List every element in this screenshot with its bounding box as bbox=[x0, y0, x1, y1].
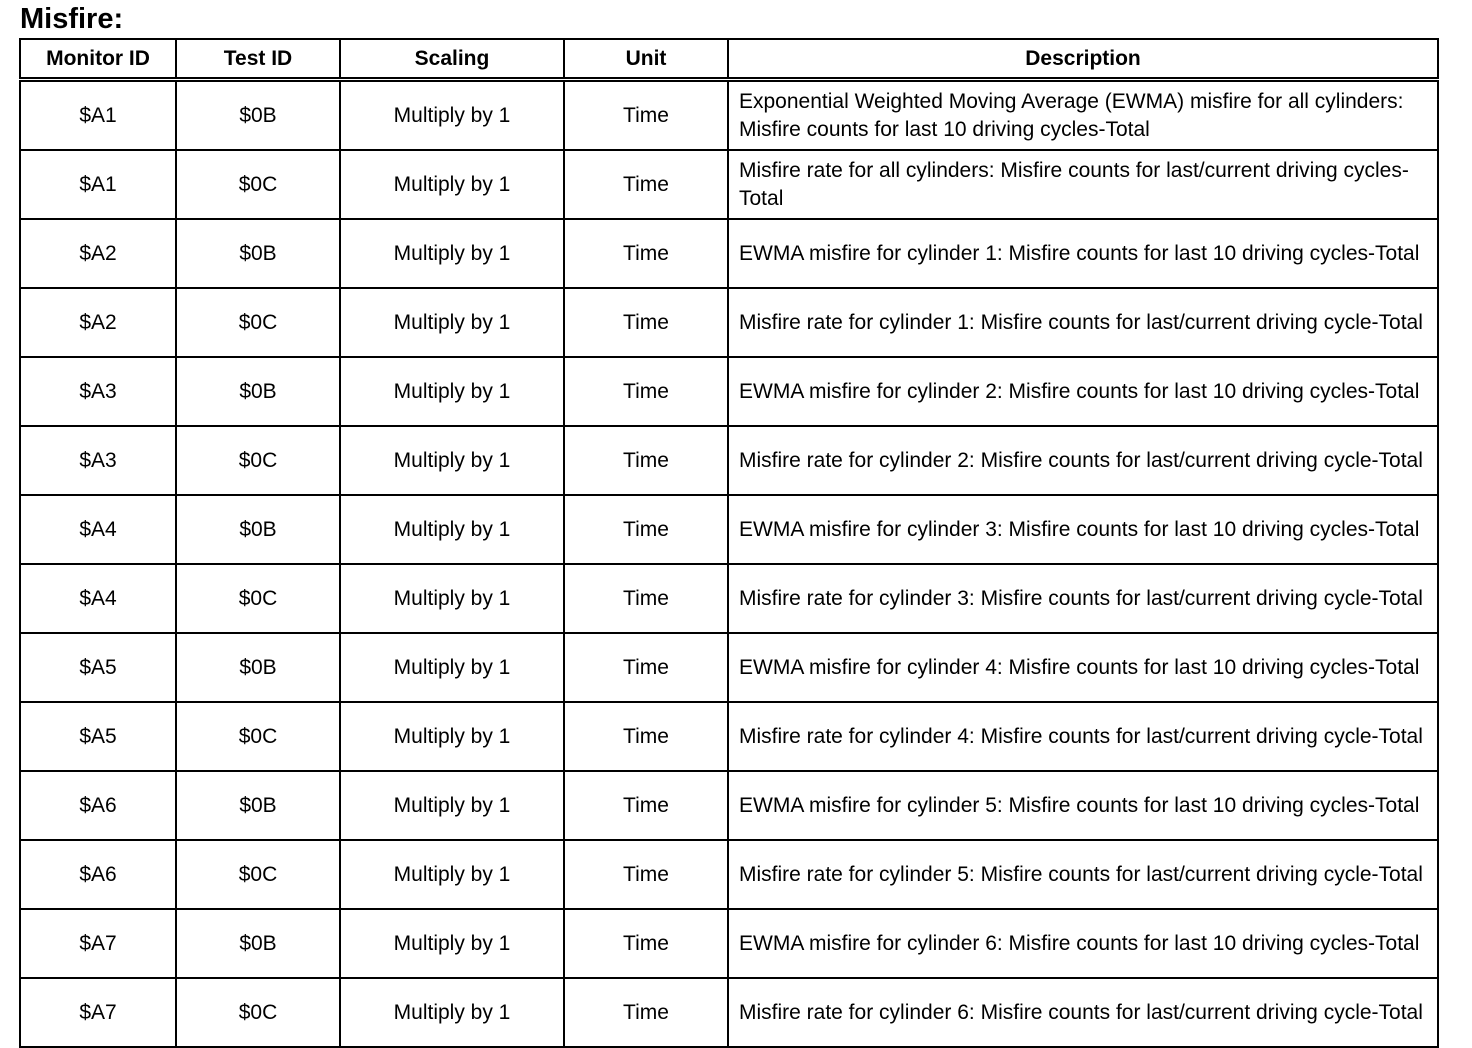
monitor-id-cell: $A5 bbox=[20, 702, 176, 771]
description-cell: EWMA misfire for cylinder 5: Misfire counts for last 10 driving cycles-Total bbox=[728, 771, 1438, 840]
table-row bbox=[20, 840, 1438, 909]
monitor-id-cell: $A3 bbox=[20, 426, 176, 495]
column-header-description: Description bbox=[728, 39, 1438, 80]
table-row bbox=[20, 426, 1438, 495]
unit-cell: Time bbox=[564, 426, 728, 495]
header-row bbox=[20, 39, 1438, 80]
scaling-cell: Multiply by 1 bbox=[340, 80, 564, 151]
unit-cell: Time bbox=[564, 357, 728, 426]
test-id-cell: $0B bbox=[176, 80, 340, 151]
table-row bbox=[20, 564, 1438, 633]
test-id-cell: $0C bbox=[176, 978, 340, 1047]
unit-cell: Time bbox=[564, 288, 728, 357]
test-id-cell: $0B bbox=[176, 357, 340, 426]
description-cell: Misfire rate for cylinder 1: Misfire counts for last/current driving cycle-Total bbox=[728, 288, 1438, 357]
test-id-cell: $0C bbox=[176, 840, 340, 909]
scaling-cell: Multiply by 1 bbox=[340, 633, 564, 702]
monitor-id-cell: $A1 bbox=[20, 150, 176, 219]
table-row bbox=[20, 702, 1438, 771]
description-cell: EWMA misfire for cylinder 2: Misfire counts for last 10 driving cycles-Total bbox=[728, 357, 1438, 426]
unit-cell: Time bbox=[564, 771, 728, 840]
monitor-id-cell: $A6 bbox=[20, 840, 176, 909]
scaling-cell: Multiply by 1 bbox=[340, 840, 564, 909]
monitor-id-cell: $A2 bbox=[20, 288, 176, 357]
misfire-table bbox=[19, 38, 1439, 1048]
table-row bbox=[20, 219, 1438, 288]
description-cell: EWMA misfire for cylinder 6: Misfire counts for last 10 driving cycles-Total bbox=[728, 909, 1438, 978]
monitor-id-cell: $A7 bbox=[20, 909, 176, 978]
table-row bbox=[20, 771, 1438, 840]
table-row bbox=[20, 978, 1438, 1047]
monitor-id-cell: $A4 bbox=[20, 495, 176, 564]
column-header-monitor-id: Monitor ID bbox=[20, 39, 176, 80]
unit-cell: Time bbox=[564, 633, 728, 702]
description-cell: Misfire rate for cylinder 2: Misfire counts for last/current driving cycle-Total bbox=[728, 426, 1438, 495]
description-cell: Misfire rate for cylinder 5: Misfire counts for last/current driving cycle-Total bbox=[728, 840, 1438, 909]
unit-cell: Time bbox=[564, 80, 728, 151]
description-cell: EWMA misfire for cylinder 4: Misfire counts for last 10 driving cycles-Total bbox=[728, 633, 1438, 702]
table-body bbox=[20, 80, 1438, 1048]
unit-cell: Time bbox=[564, 702, 728, 771]
column-header-unit: Unit bbox=[564, 39, 728, 80]
table-row bbox=[20, 150, 1438, 219]
test-id-cell: $0B bbox=[176, 633, 340, 702]
unit-cell: Time bbox=[564, 840, 728, 909]
column-header-test-id: Test ID bbox=[176, 39, 340, 80]
scaling-cell: Multiply by 1 bbox=[340, 288, 564, 357]
table-row bbox=[20, 80, 1438, 151]
description-cell: Exponential Weighted Moving Average (EWMA) misfire for all cylinders: Misfire counts for last 10 driving cycles-Total bbox=[728, 80, 1438, 151]
scaling-cell: Multiply by 1 bbox=[340, 495, 564, 564]
unit-cell: Time bbox=[564, 495, 728, 564]
scaling-cell: Multiply by 1 bbox=[340, 150, 564, 219]
monitor-id-cell: $A7 bbox=[20, 978, 176, 1047]
description-cell: EWMA misfire for cylinder 3: Misfire counts for last 10 driving cycles-Total bbox=[728, 495, 1438, 564]
test-id-cell: $0B bbox=[176, 219, 340, 288]
monitor-id-cell: $A4 bbox=[20, 564, 176, 633]
scaling-cell: Multiply by 1 bbox=[340, 219, 564, 288]
scaling-cell: Multiply by 1 bbox=[340, 978, 564, 1047]
unit-cell: Time bbox=[564, 978, 728, 1047]
table-row bbox=[20, 288, 1438, 357]
scaling-cell: Multiply by 1 bbox=[340, 426, 564, 495]
unit-cell: Time bbox=[564, 150, 728, 219]
scaling-cell: Multiply by 1 bbox=[340, 909, 564, 978]
monitor-id-cell: $A6 bbox=[20, 771, 176, 840]
monitor-id-cell: $A5 bbox=[20, 633, 176, 702]
scaling-cell: Multiply by 1 bbox=[340, 702, 564, 771]
description-cell: Misfire rate for all cylinders: Misfire counts for last/current driving cycles-Total bbox=[728, 150, 1438, 219]
monitor-id-cell: $A2 bbox=[20, 219, 176, 288]
monitor-id-cell: $A1 bbox=[20, 80, 176, 151]
table-row bbox=[20, 357, 1438, 426]
description-cell: EWMA misfire for cylinder 1: Misfire counts for last 10 driving cycles-Total bbox=[728, 219, 1438, 288]
test-id-cell: $0C bbox=[176, 426, 340, 495]
description-cell: Misfire rate for cylinder 6: Misfire counts for last/current driving cycle-Total bbox=[728, 978, 1438, 1047]
scaling-cell: Multiply by 1 bbox=[340, 357, 564, 426]
page-title: Misfire: bbox=[20, 3, 124, 35]
unit-cell: Time bbox=[564, 909, 728, 978]
table-row bbox=[20, 633, 1438, 702]
test-id-cell: $0B bbox=[176, 495, 340, 564]
table-row bbox=[20, 909, 1438, 978]
unit-cell: Time bbox=[564, 564, 728, 633]
monitor-id-cell: $A3 bbox=[20, 357, 176, 426]
test-id-cell: $0B bbox=[176, 909, 340, 978]
test-id-cell: $0C bbox=[176, 288, 340, 357]
test-id-cell: $0C bbox=[176, 564, 340, 633]
scaling-cell: Multiply by 1 bbox=[340, 564, 564, 633]
unit-cell: Time bbox=[564, 219, 728, 288]
description-cell: Misfire rate for cylinder 4: Misfire counts for last/current driving cycle-Total bbox=[728, 702, 1438, 771]
description-cell: Misfire rate for cylinder 3: Misfire counts for last/current driving cycle-Total bbox=[728, 564, 1438, 633]
test-id-cell: $0C bbox=[176, 150, 340, 219]
scaling-cell: Multiply by 1 bbox=[340, 771, 564, 840]
column-header-scaling: Scaling bbox=[340, 39, 564, 80]
test-id-cell: $0B bbox=[176, 771, 340, 840]
test-id-cell: $0C bbox=[176, 702, 340, 771]
table-row bbox=[20, 495, 1438, 564]
